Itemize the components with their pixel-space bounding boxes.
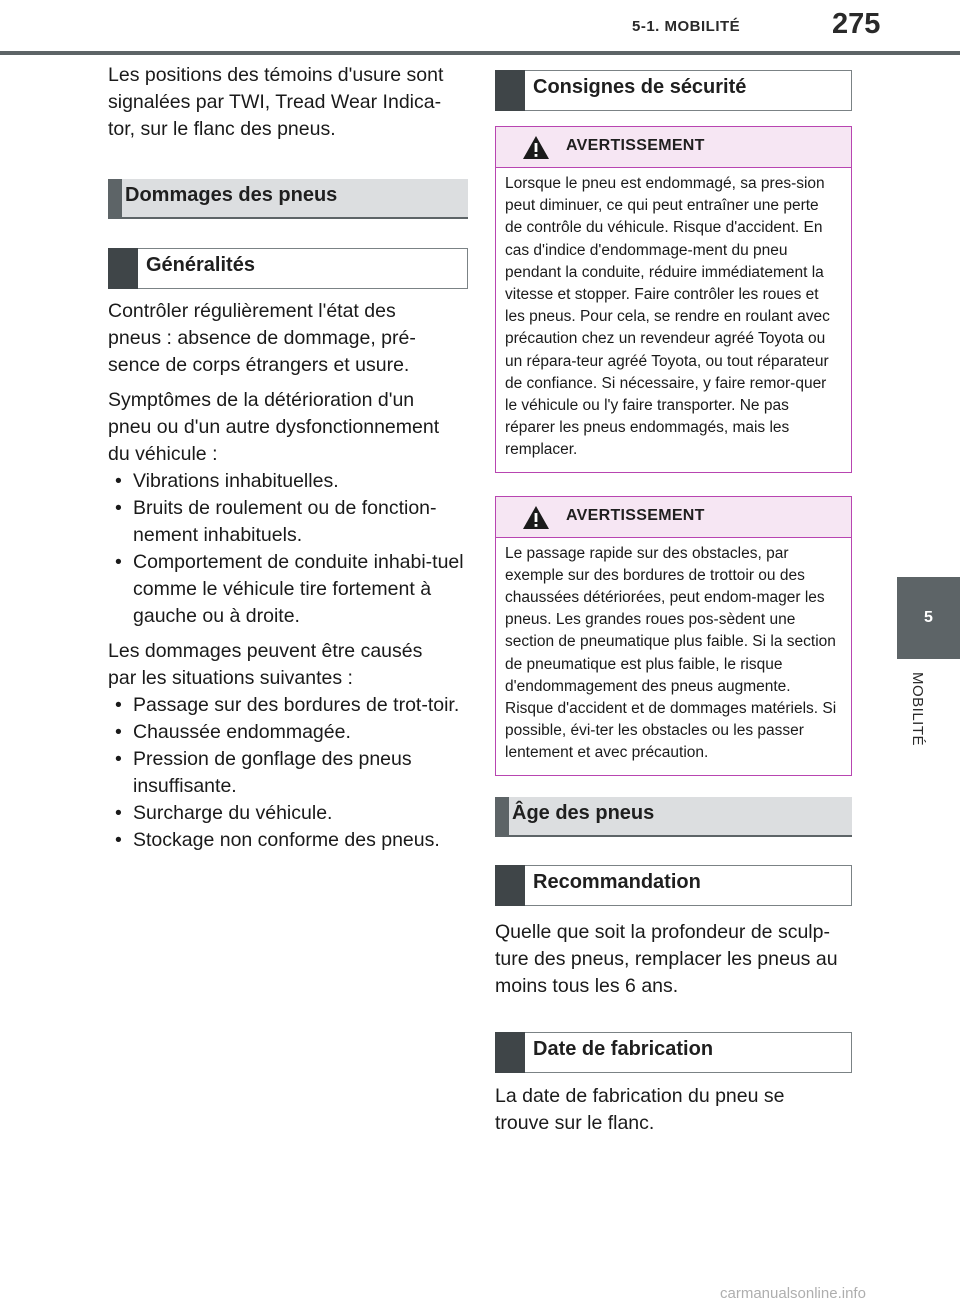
chapter-number: 5 [924,609,933,626]
right-column [495,70,852,1137]
list-item: • Pression de gonflage des pneus insuffisante. [108,746,468,800]
check-paragraph: Contrôler régulièrement l'état des pneus : absence de dommage, pré-sence de corps étrangers et usure. [108,300,416,376]
heading-text: Date de fabrication [533,1037,714,1060]
heading-tire-age [495,797,852,837]
heading-text: Dommages des pneus [125,184,338,206]
heading-bar [495,797,509,835]
warning-title: AVERTISSEMENT [566,137,705,154]
recommendation-paragraph: Quelle que soit la profondeur de sculp-ture des pneus, remplacer les pneus au moins tous les 6 ans. [495,920,838,997]
list-item: • Surcharge du véhicule. [108,800,468,827]
heading-tire-damage [108,179,468,219]
warning-header [496,127,851,168]
intro-paragraph: Les positions des témoins d'usure sont signalées par TWI, Tread Wear Indica-tor, sur le flanc des pneus. [108,64,444,140]
warning-box [495,496,852,776]
heading-bar [108,248,138,289]
warning-box [495,126,852,473]
heading-manufacturing-date [495,1032,852,1073]
heading-text: Généralités [146,254,255,276]
warning-text: Lorsque le pneu est endommagé, sa pres-sion peut diminuer, ce qui peut entraîner une perte de contrôle du véhicule. Risque d'accident. En cas d'indice d'endommage-ment du pneu pendant la conduite, réduire immédiatement la vitesse et stopper. Faire contrôler les roues et les pneus. Pour cela, se rendre en roulant avec précaution chez un revendeur agréé Toyota ou un répara-teur agréé Toyota, ou tout réparateur de confiance. Si nécessaire, y faire remor-quer le véhicule ou l'y faire transporter. Ne pas réparer les pneus endommagés, mais les remplacer. [505,175,830,459]
chapter-label: MOBILITÉ [909,672,926,747]
date-paragraph: La date de fabrication du pneu se trouve sur le flanc. [495,1084,785,1134]
warning-text: Le passage rapide sur des obstacles, par exemple sur des bordures de trottoir ou des chaussées détériorées, peut endom-mager les pneus. Les grandes roues pos-sèdent une section de pneumatique plus faible. Si la section de pneumatique est plus faible, le risque d'endommagement des pneus augmente. Risque d'accident et de dommages matériels. Si possible, évi-ter les obstacles ou les passer lentement et avec précaution. [505,544,837,762]
left-column [108,62,468,854]
heading-text: Âge des pneus [512,801,655,824]
warning-header [496,497,851,538]
watermark: carmanualsonline.info [720,1285,866,1302]
heading-bar [108,179,122,217]
header-rule [0,51,960,55]
warning-title: AVERTISSEMENT [566,506,705,524]
list-item: • Stockage non conforme des pneus. [108,827,468,854]
heading-recommendation [495,865,852,906]
list-item: • Chaussée endommagée. [108,719,468,746]
causes-list [108,692,468,854]
heading-text: Recommandation [533,870,701,893]
warning-triangle-icon [522,135,550,160]
list-item: • Vibrations inhabituelles. [108,468,468,495]
heading-bar [495,70,525,111]
list-item: • Passage sur des bordures de trot-toir. [108,692,468,719]
list-item: • Comportement de conduite inhabi-tuel comme le véhicule tire fortement à gauche ou à droite. [108,549,468,630]
heading-bar [495,1032,525,1073]
symptoms-paragraph: Symptômes de la détérioration d'un pneu ou d'un autre dysfonctionnement du véhicule : [108,389,440,465]
causes-paragraph: Les dommages peuvent être causés par les situations suivantes : [108,640,423,689]
symptoms-list [108,468,468,630]
heading-safety [495,70,852,111]
warning-triangle-icon [522,505,550,530]
heading-general [108,248,468,289]
page-number: 275 [832,8,881,40]
list-item: • Bruits de roulement ou de fonction-nement inhabituels. [108,495,468,549]
chapter-tab [897,577,960,659]
heading-bar [495,865,525,906]
header-section-title: 5-1. MOBILITÉ [632,18,741,35]
heading-text: Consignes de sécurité [533,76,747,98]
